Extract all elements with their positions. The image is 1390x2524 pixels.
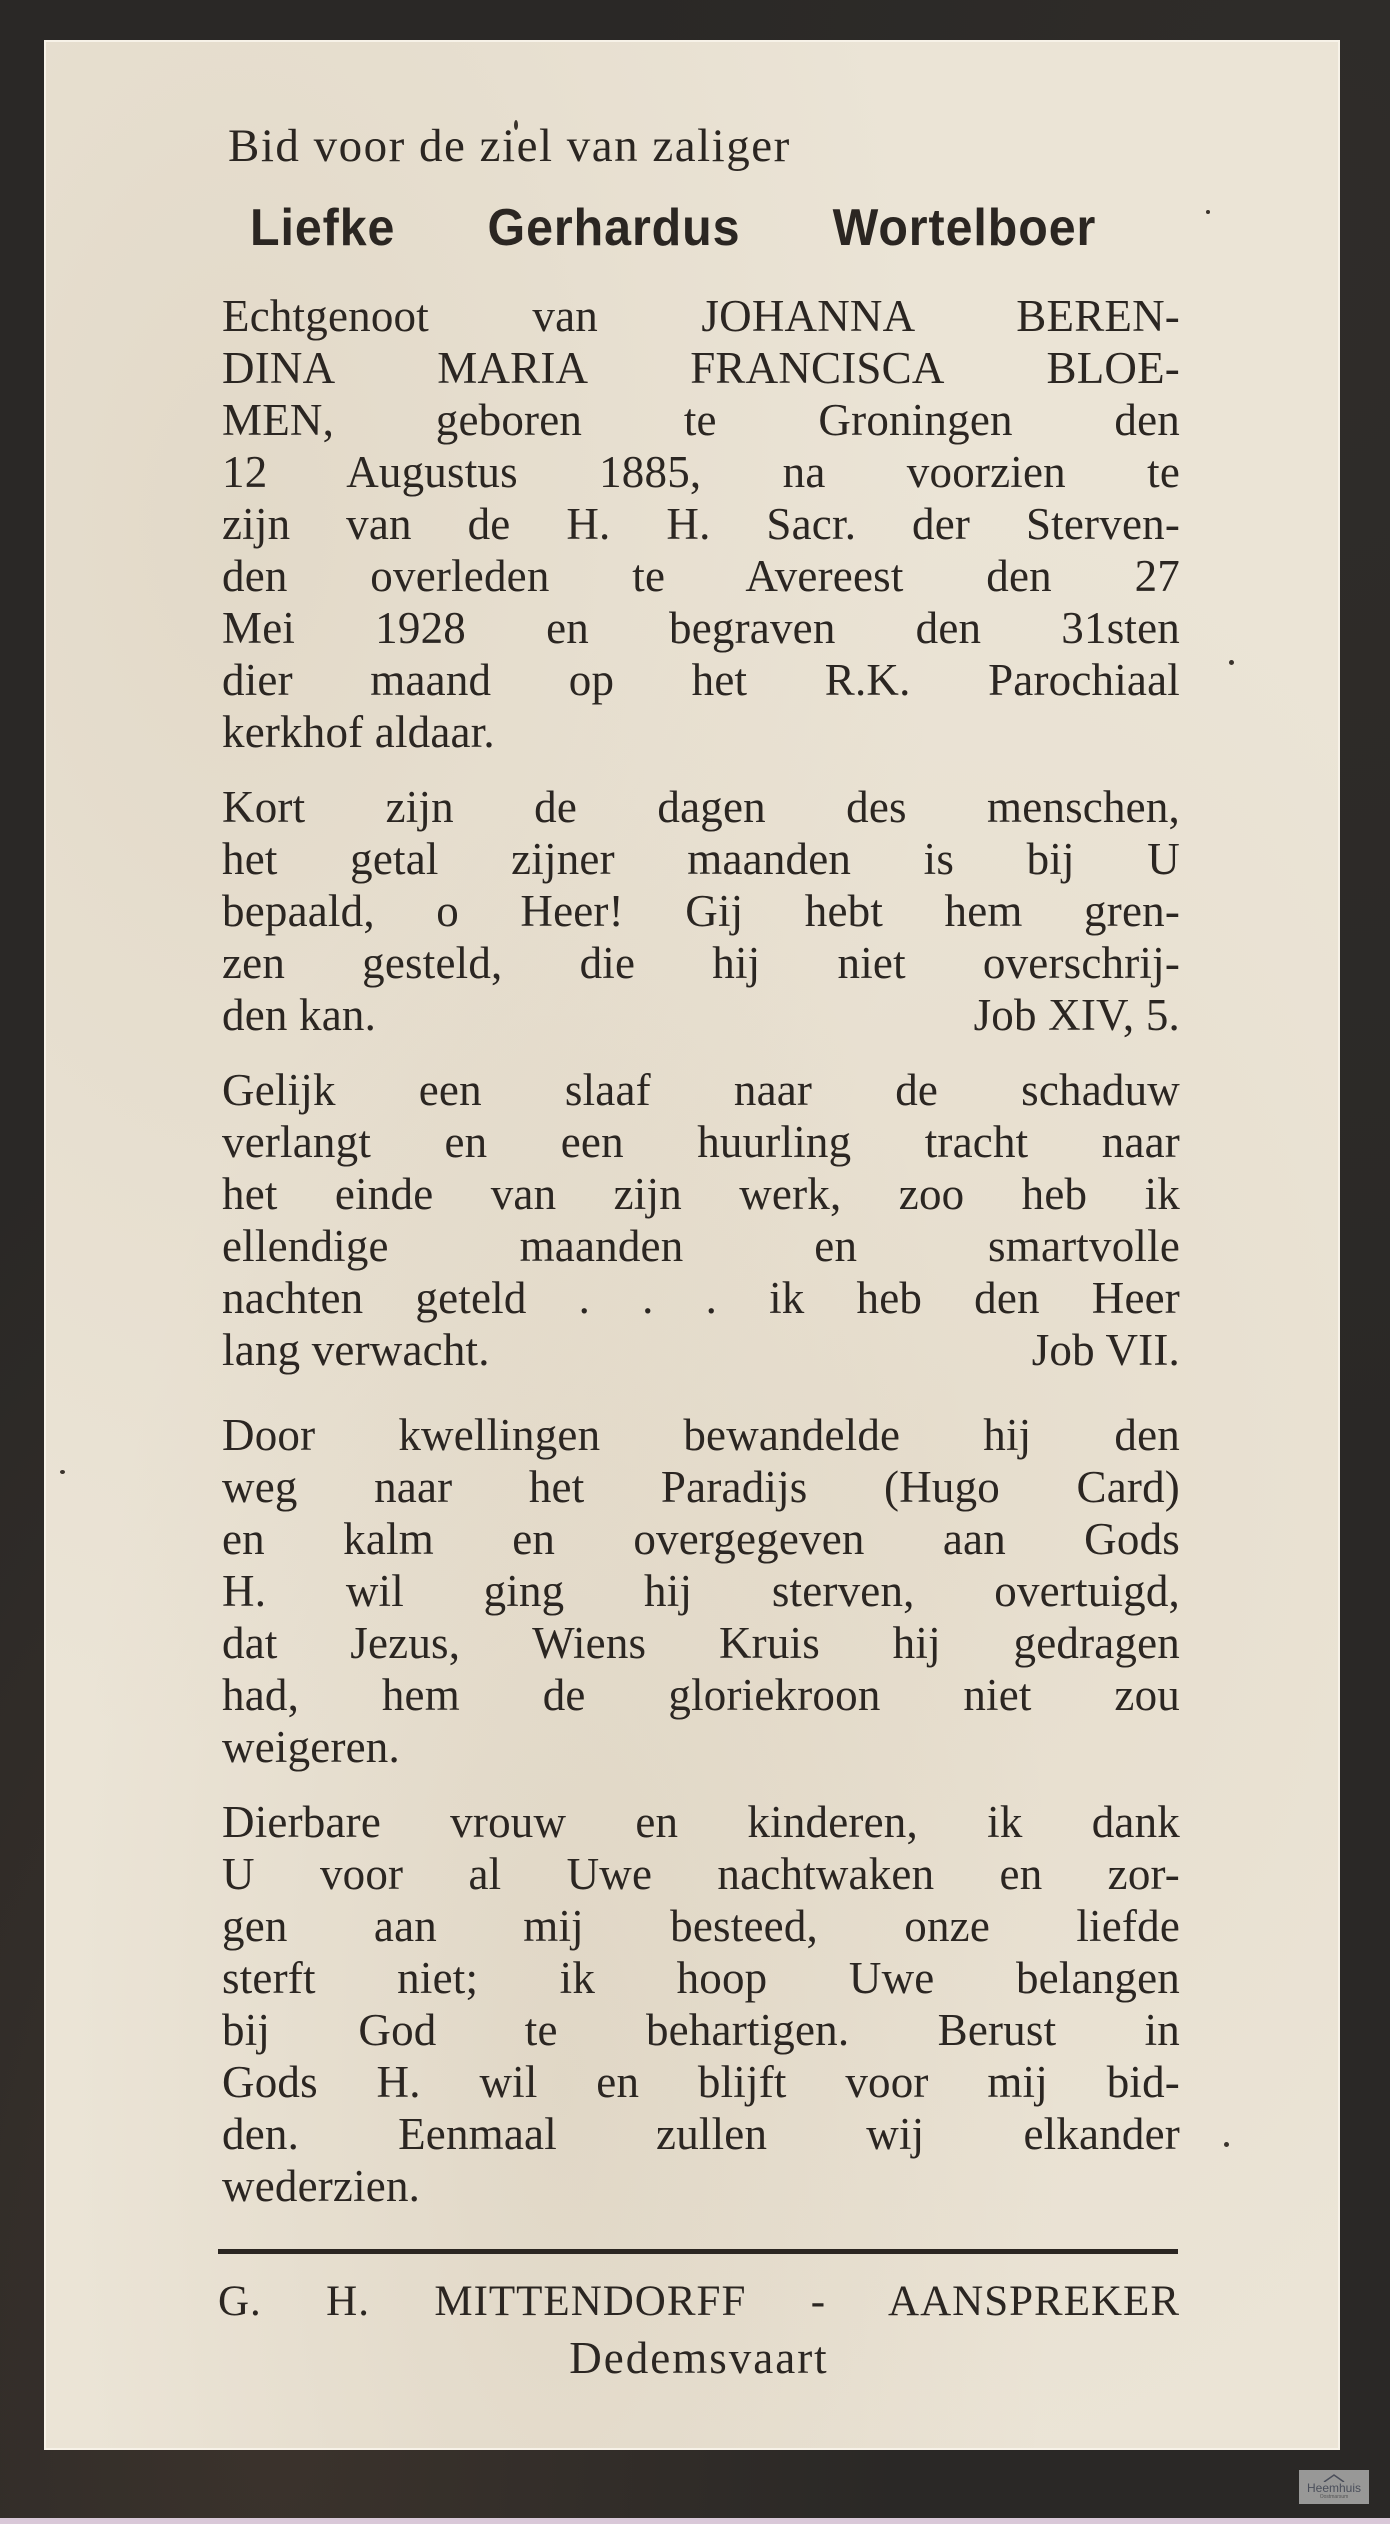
paper-speck <box>1206 210 1210 214</box>
text-line: dat Jezus, Wiens Kruis hij gedragen <box>222 1618 1180 1668</box>
text-line: sterft niet; ik hoop Uwe belangen <box>222 1953 1180 2003</box>
text-line: U voor al Uwe nachtwaken en zor- <box>222 1849 1180 1899</box>
text-line: zijn van de H. H. Sacr. der Sterven- <box>222 499 1180 549</box>
text-line: den kan. <box>222 990 377 1040</box>
text-line: verlangt en een huurling tracht naar <box>222 1117 1180 1167</box>
text-line: H. wil ging hij sterven, overtuigd, <box>222 1566 1180 1616</box>
text-line: bij God te behartigen. Berust in <box>222 2005 1180 2055</box>
text-line-with-reference <box>222 1324 1180 1376</box>
text-line: ellendige maanden en smartvolle <box>222 1221 1180 1271</box>
text-line: had, hem de gloriekroon niet zou <box>222 1670 1180 1720</box>
text-line: DINA MARIA FRANCISCA BLOE- <box>222 343 1180 393</box>
undertaker-town: Dedemsvaart <box>569 2333 829 2383</box>
text-line: wederzien. <box>222 2161 421 2211</box>
scripture-reference: Job VII. <box>1031 1325 1180 1375</box>
text-line: Echtgenoot van JOHANNA BEREN- <box>222 291 1180 341</box>
text-line: lang verwacht. <box>222 1325 490 1375</box>
deceased-name: Liefke Gerhardus Wortelboer <box>250 199 1097 257</box>
text-line: den overleden te Avereest den 27 <box>222 551 1180 601</box>
text-line: Gods H. wil en blijft voor mij bid- <box>222 2057 1180 2107</box>
text-line: kerkhof aldaar. <box>222 707 495 757</box>
text-line: gen aan mij besteed, onze liefde <box>222 1901 1180 1951</box>
text-line: zen gesteld, die hij niet overschrij- <box>222 938 1180 988</box>
text-line: Dierbare vrouw en kinderen, ik dank <box>222 1797 1180 1847</box>
text-line: dier maand op het R.K. Parochiaal <box>222 655 1180 705</box>
watermark-sublabel: Oostmarsum <box>1319 2494 1349 2500</box>
text-line: het einde van zijn werk, zoo heb ik <box>222 1169 1180 1219</box>
text-line: weg naar het Paradijs (Hugo Card) <box>222 1462 1180 1512</box>
text-line: Gelijk een slaaf naar de schaduw <box>222 1065 1180 1115</box>
heemhuis-watermark <box>1299 2470 1369 2504</box>
text-line: Mei 1928 en begraven den 31sten <box>222 603 1180 653</box>
text-line: Door kwellingen bewandelde hij den <box>222 1410 1180 1460</box>
text-line: Kort zijn de dagen des menschen, <box>222 782 1180 832</box>
paper-speck <box>1229 660 1234 665</box>
intro-text: Bid voor de ziel van zaliger <box>228 120 791 172</box>
roof-icon <box>1323 2474 1345 2482</box>
text-line: weigeren. <box>222 1722 400 1772</box>
undertaker-name: G. H. MITTENDORFF - AANSPREKER <box>218 2278 1180 2325</box>
scripture-reference: Job XIV, 5. <box>973 990 1180 1040</box>
text-line-with-reference <box>222 989 1180 1041</box>
footer-divider <box>218 2249 1178 2254</box>
text-line: het getal zijner maanden is bij U <box>222 834 1180 884</box>
text-line: nachten geteld . . . ik heb den Heer <box>222 1273 1180 1323</box>
text-line: den. Eenmaal zullen wij elkander <box>222 2109 1180 2159</box>
text-line: bepaald, o Heer! Gij hebt hem gren- <box>222 886 1180 936</box>
text-line: MEN, geboren te Groningen den <box>222 395 1180 445</box>
text-line: 12 Augustus 1885, na voorzien te <box>222 447 1180 497</box>
scan-edge <box>0 2518 1390 2524</box>
paper-speck <box>60 1470 65 1474</box>
text-line: en kalm en overgegeven aan Gods <box>222 1514 1180 1564</box>
watermark-label: Heemhuis <box>1306 2481 1362 2495</box>
paper-speck <box>1224 2142 1229 2147</box>
